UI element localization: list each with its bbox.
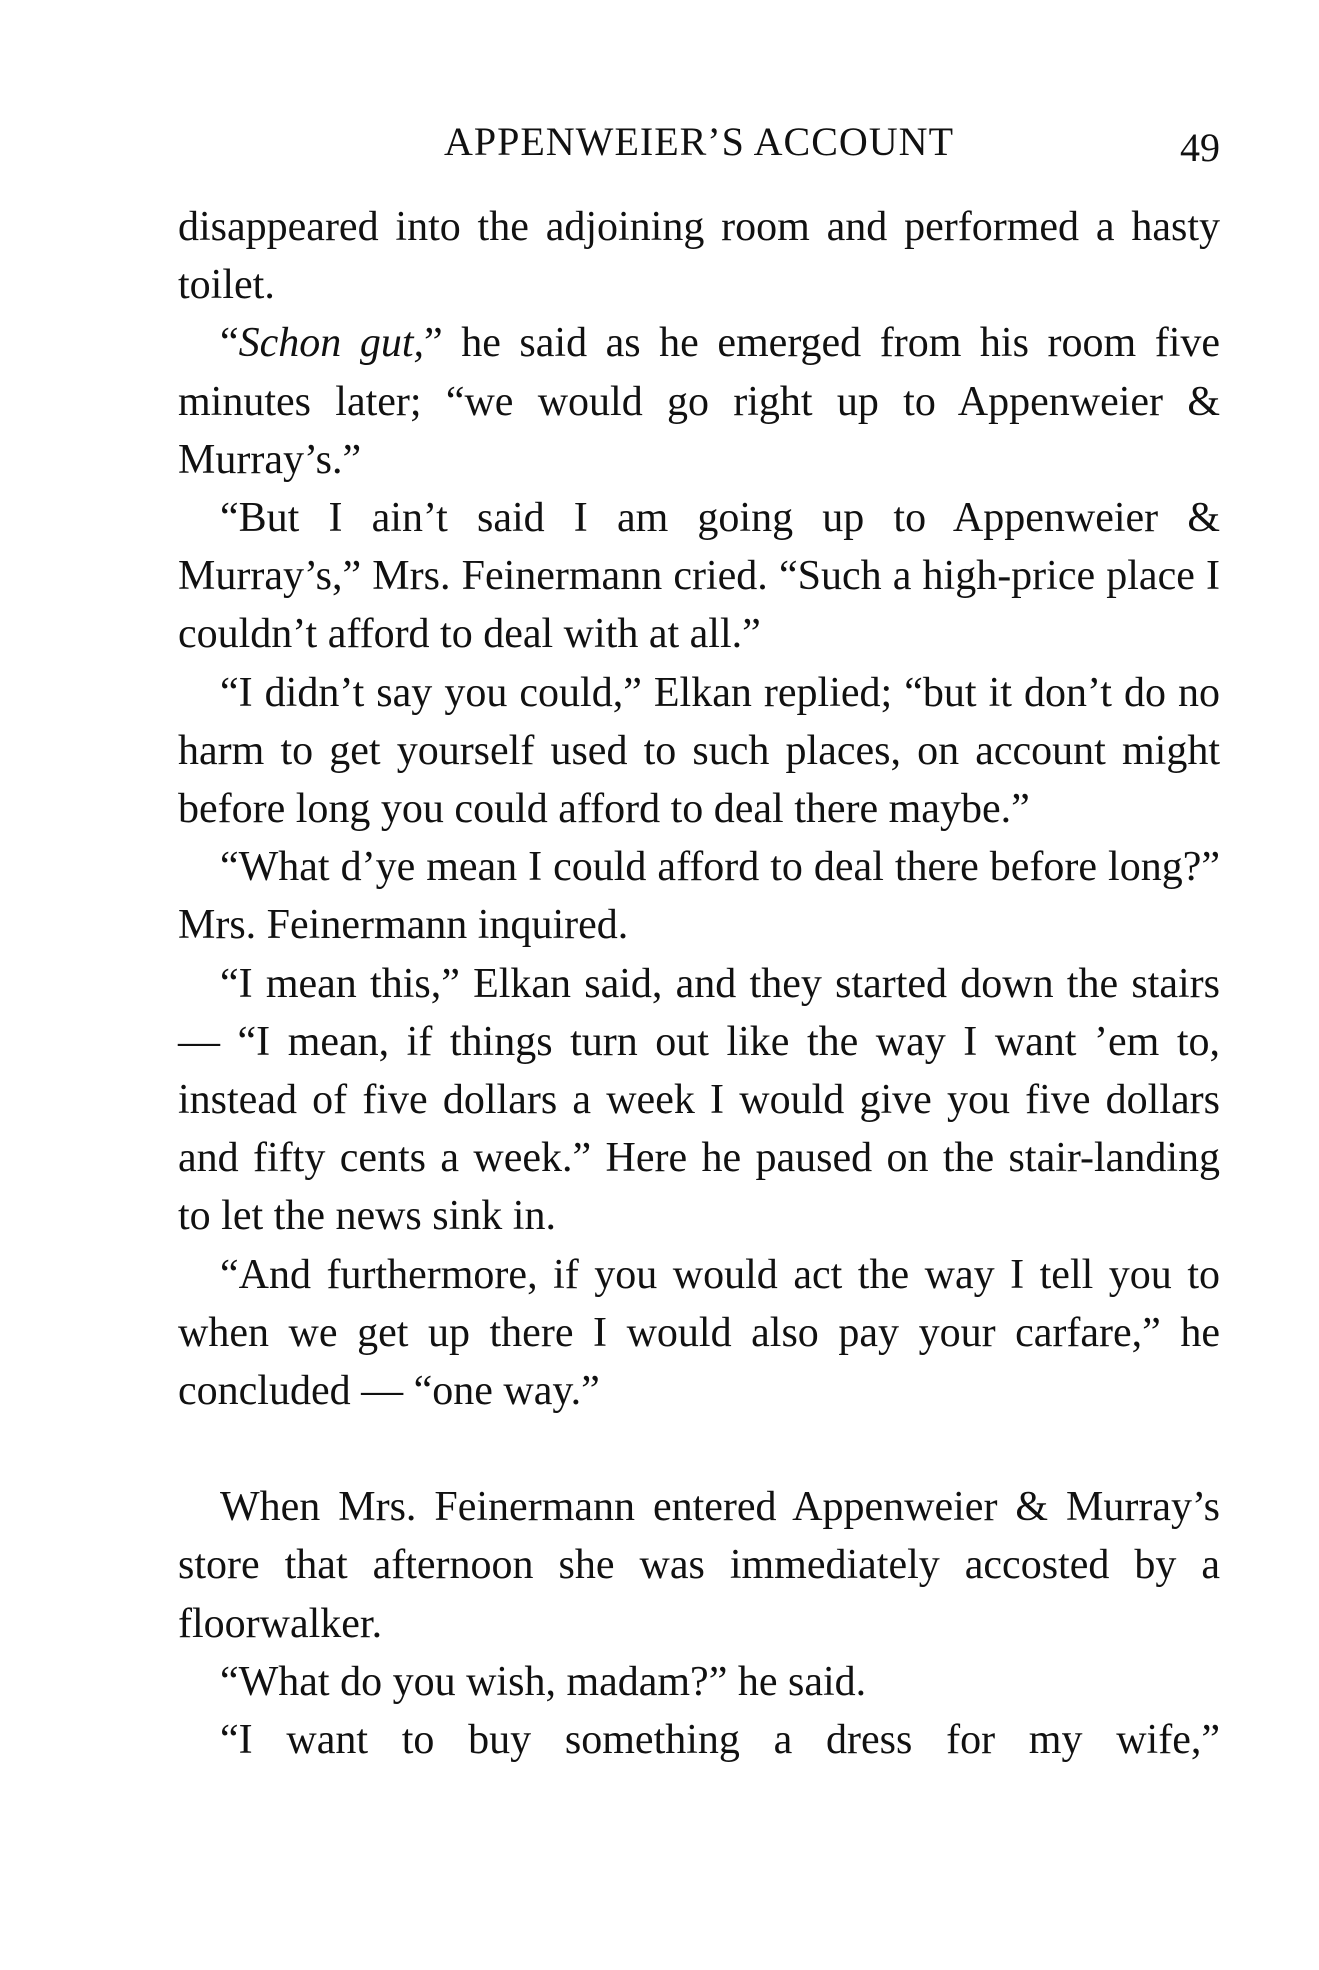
- paragraph: “What d’ye mean I could afford to deal there before long?” Mrs. Feinermann inquired.: [178, 844, 1220, 949]
- paragraph: “But I ain’t said I am going up to Appenweier & Murray’s,” Mrs. Feinermann cried. “Such a high-price place I couldn’t afford to deal with at all.”: [178, 495, 1220, 658]
- paragraph: “I mean this,” Elkan said, and they started down the stairs — “I mean, if things turn out like the way I want ’em to, instead of five dollars a week I would give you five dollars and fifty cents a week.” Here he paused on the stair-landing to let the news sink in.: [178, 960, 1220, 1240]
- paragraph: “I want to buy something a dress for my wife,”: [220, 1717, 1220, 1764]
- running-title: APPENWEIER’S ACCOUNT: [443, 119, 955, 164]
- paragraph-text: ” he said as he emerged from his room five minutes later; “we would go right up to Appenweier & Murray’s.”: [178, 320, 1221, 483]
- paragraph: “I didn’t say you could,” Elkan replied; “but it don’t do no harm to get yourself used to such places, on account might before long you could afford to deal there maybe.”: [178, 669, 1220, 833]
- body-text: [178, 198, 1220, 1769]
- paragraph: “And furthermore, if you would act the way I tell you to when we get up there I would also pay your carfare,” he concluded — “one way.”: [178, 1251, 1220, 1415]
- paragraph: When Mrs. Feinermann entered Appenweier & Murray’s store that afternoon she was immediately accosted by a floorwalker.: [178, 1484, 1220, 1647]
- paragraph: “What do you wish, madam?” he said.: [220, 1658, 867, 1705]
- page-number: 49: [1180, 125, 1220, 170]
- paragraph: [178, 314, 1220, 489]
- italic-phrase: Schon gut,: [238, 320, 425, 367]
- page-header: [178, 118, 1220, 178]
- paragraph: disappeared into the adjoining room and performed a hasty toilet.: [178, 204, 1220, 309]
- opening-quote: “: [220, 320, 239, 367]
